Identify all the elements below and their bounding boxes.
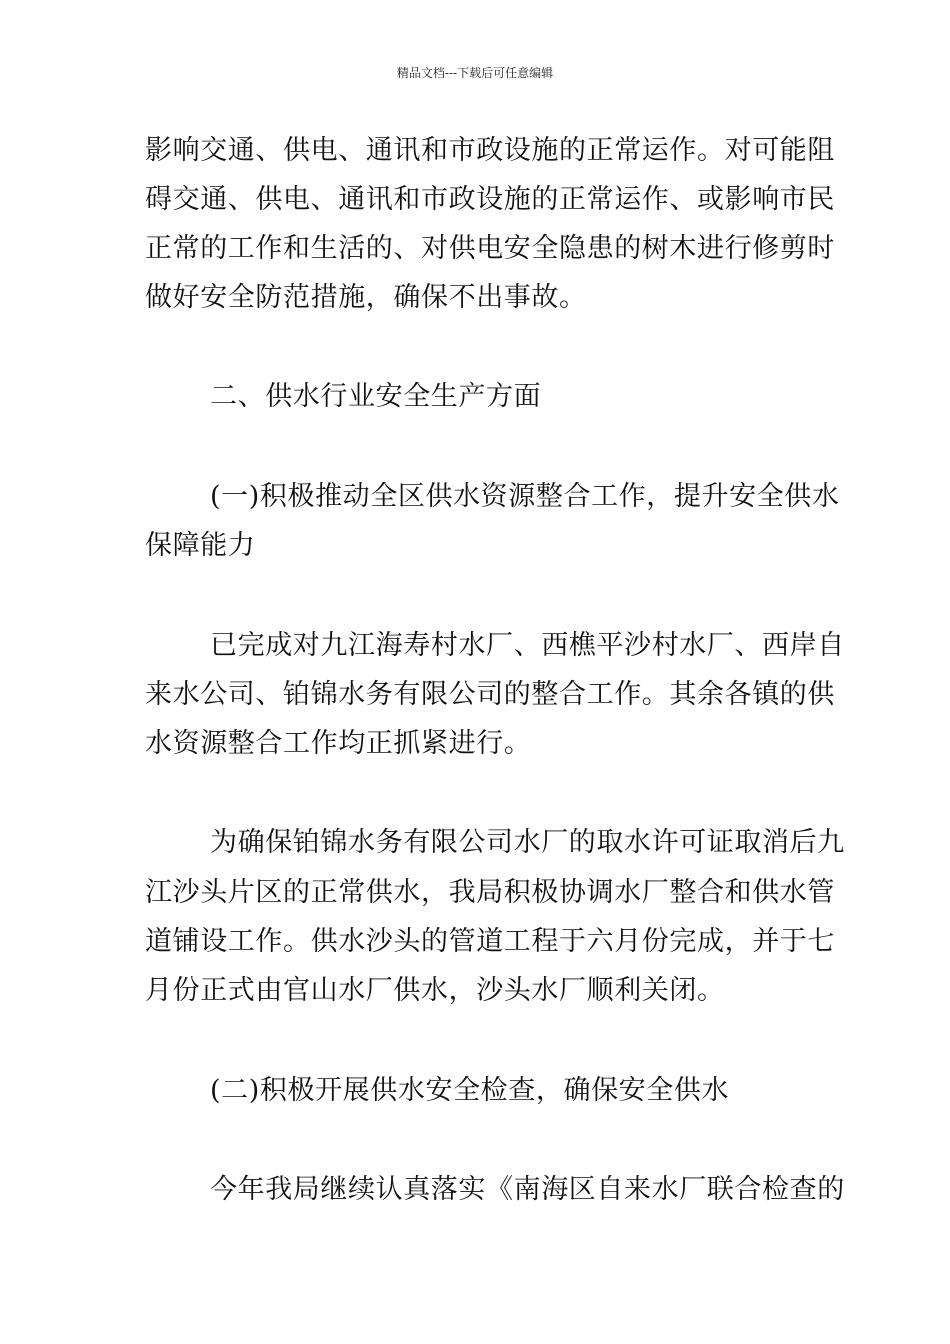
paragraph-1-line-2: 碍交通、供电、通讯和市政设施的正常运作、或影响市民: [145, 184, 835, 215]
subheading-1-line-2: 保障能力: [145, 530, 256, 561]
subheading-1-line-1: (一)积极推动全区供水资源整合工作，提升安全供水: [210, 481, 840, 512]
paragraph-4-line-1: 今年我局继续认真落实《南海区自来水厂联合检查的: [210, 1174, 845, 1205]
page-header: 精品文档---下载后可任意编辑: [396, 66, 554, 80]
paragraph-1-line-3: 正常的工作和生活的、对供电安全隐患的树木进行修剪时: [145, 233, 835, 264]
paragraph-2-line-2: 来水公司、铂锦水务有限公司的整合工作。其余各镇的供: [145, 679, 835, 710]
paragraph-1-line-1: 影响交通、供电、通讯和市政设施的正常运作。对可能阻: [145, 135, 835, 166]
paragraph-3-line-4: 月份正式由官山水厂供水，沙头水厂顺利关闭。: [145, 975, 725, 1006]
paragraph-3-line-3: 道铺设工作。供水沙头的管道工程于六月份完成，并于七: [145, 926, 835, 957]
subheading-2: (二)积极开展供水安全检查，确保安全供水: [210, 1075, 730, 1106]
paragraph-2-line-1: 已完成对九江海寿村水厂、西樵平沙村水厂、西岸自: [210, 630, 845, 661]
paragraph-2-line-3: 水资源整合工作均正抓紧进行。: [145, 728, 532, 759]
paragraph-1-line-4: 做好安全防范措施，确保不出事故。: [145, 282, 587, 313]
paragraph-3-line-1: 为确保铂锦水务有限公司水厂的取水许可证取消后九: [210, 827, 845, 858]
paragraph-3-line-2: 江沙头片区的正常供水，我局积极协调水厂整合和供水管: [145, 877, 835, 908]
section-heading-2: 二、供水行业安全生产方面: [210, 381, 542, 412]
